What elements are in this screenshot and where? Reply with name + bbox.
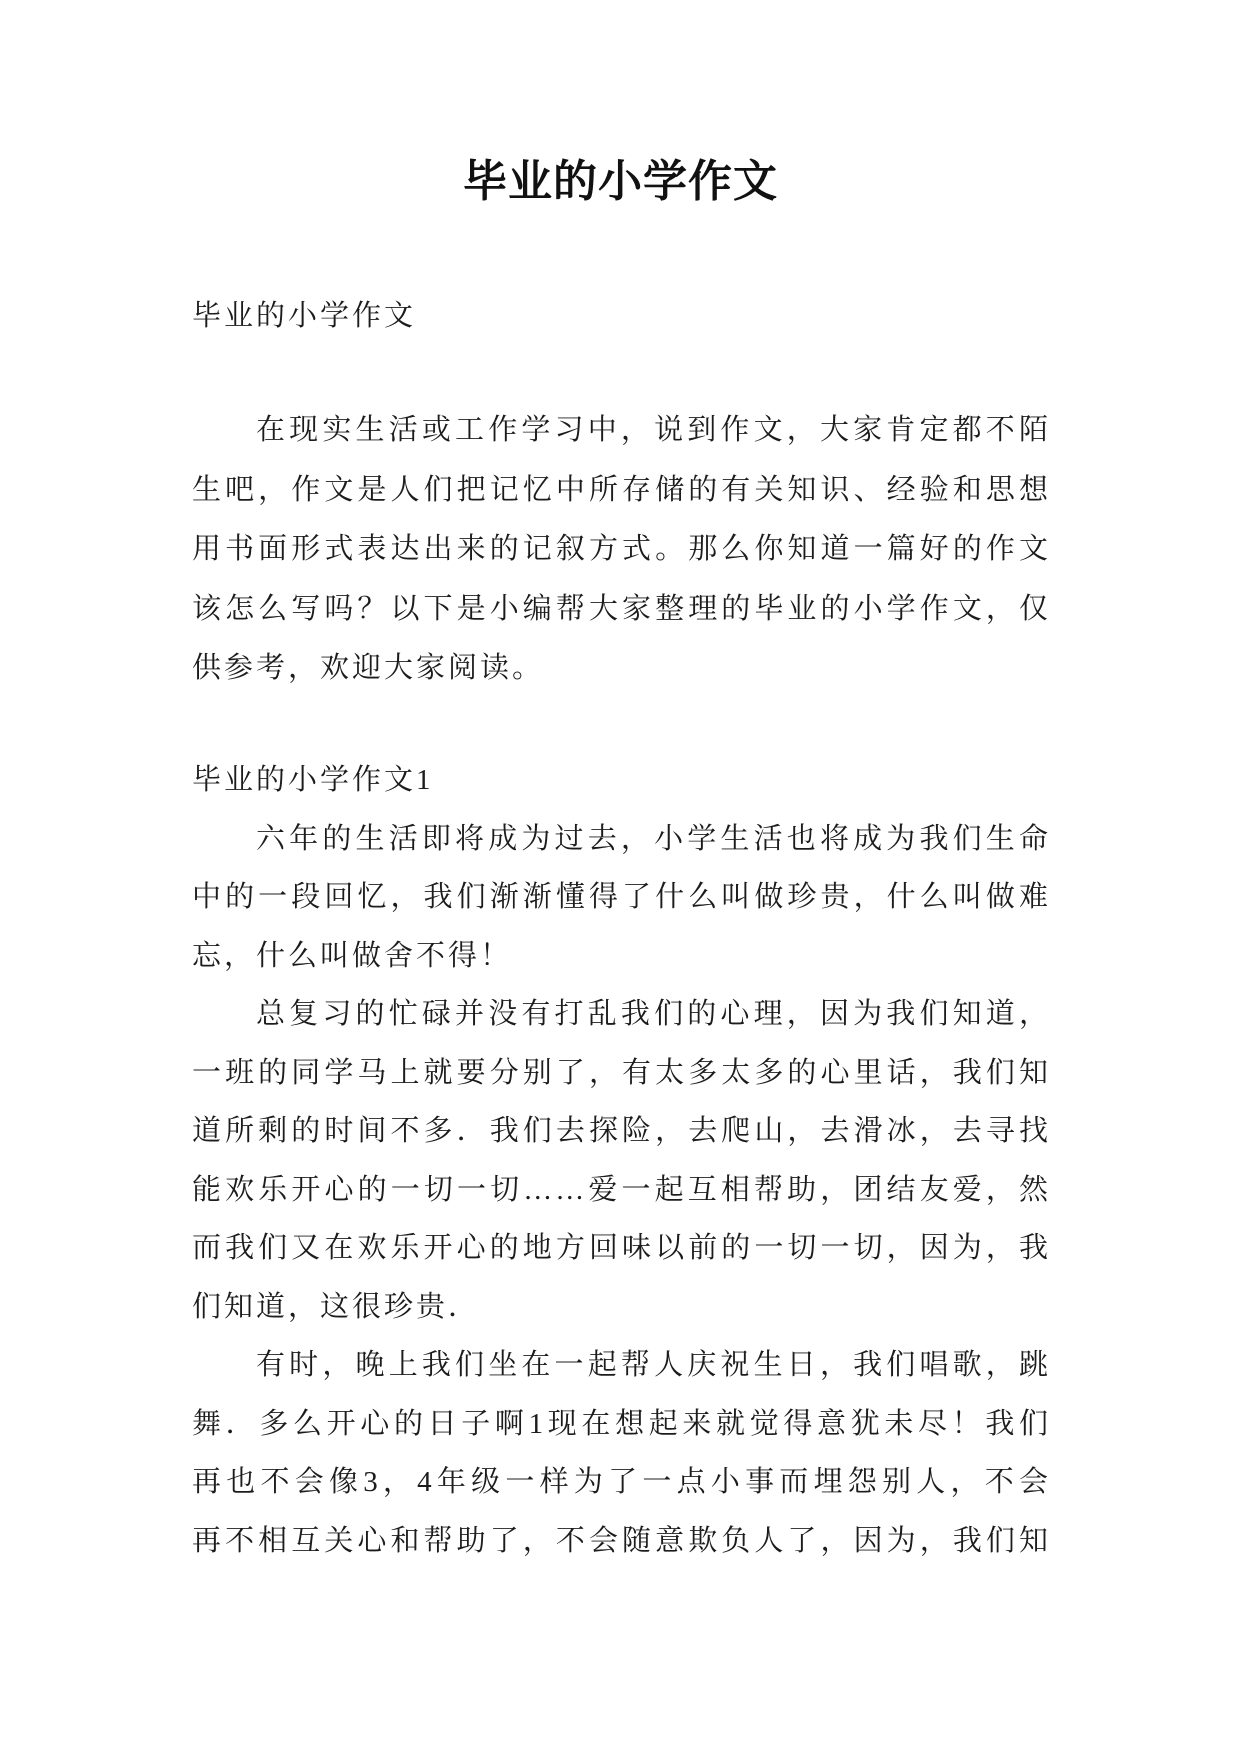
document-title: 毕业的小学作文 (463, 157, 778, 206)
paragraph-line: 用书面形式表达出来的记叙方式。那么你知道一篇好的作文 (192, 533, 1051, 565)
paragraph-line: 中的一段回忆，我们渐渐懂得了什么叫做珍贵，什么叫做难 (192, 881, 1051, 913)
essay-paragraph-3 (192, 1336, 1051, 1570)
essay-paragraph-2 (192, 985, 1051, 1336)
paragraph-line: 六年的生活即将成为过去，小学生活也将成为我们生命 (256, 822, 1051, 855)
paragraph-line: 再不相互关心和帮助了，不会随意欺负人了，因为，我们知 (192, 1524, 1051, 1557)
paragraph-line: 们知道，这很珍贵． (192, 1290, 481, 1323)
paragraph-line: 道所剩的时间不多．我们去探险，去爬山，去滑冰，去寻找 (192, 1115, 1051, 1147)
paragraph-line: 在现实生活或工作学习中，说到作文，大家肯定都不陌 (256, 414, 1051, 446)
paragraph-line: 一班的同学马上就要分别了，有太多太多的心里话，我们知 (192, 1056, 1051, 1089)
paragraph-line: 有时，晚上我们坐在一起帮人庆祝生日，我们唱歌，跳 (256, 1349, 1051, 1381)
essay-paragraph-1 (192, 810, 1051, 986)
paragraph-line: 供参考，欢迎大家阅读。 (192, 652, 545, 684)
document-subtitle-block (192, 287, 1051, 346)
intro-paragraph (192, 401, 1051, 699)
paragraph-line: 再也不会像3，4年级一样为了一点小事而埋怨别人，不会 (192, 1466, 1051, 1498)
paragraph-line: 生吧，作文是人们把记忆中所存储的有关知识、经验和思想 (192, 473, 1051, 506)
paragraph-line: 舞．多么开心的日子啊1现在想起来就觉得意犹未尽！我们 (192, 1407, 1051, 1440)
document-subtitle: 毕业的小学作文 (192, 300, 417, 332)
paragraph-line: 能欢乐开心的一切一切……爱一起互相帮助，团结友爱，然 (192, 1173, 1051, 1206)
essay-heading: 毕业的小学作文1 (192, 764, 434, 796)
paragraph-line: 而我们又在欢乐开心的地方回味以前的一切一切，因为，我 (192, 1232, 1051, 1264)
essay-section (192, 751, 1051, 1570)
paragraph-line: 忘，什么叫做舍不得！ (192, 939, 513, 972)
paragraph-line: 总复习的忙碌并没有打乱我们的心理，因为我们知道， (256, 998, 1051, 1030)
paragraph-line: 该怎么写吗？以下是小编帮大家整理的毕业的小学作文，仅 (192, 592, 1051, 625)
